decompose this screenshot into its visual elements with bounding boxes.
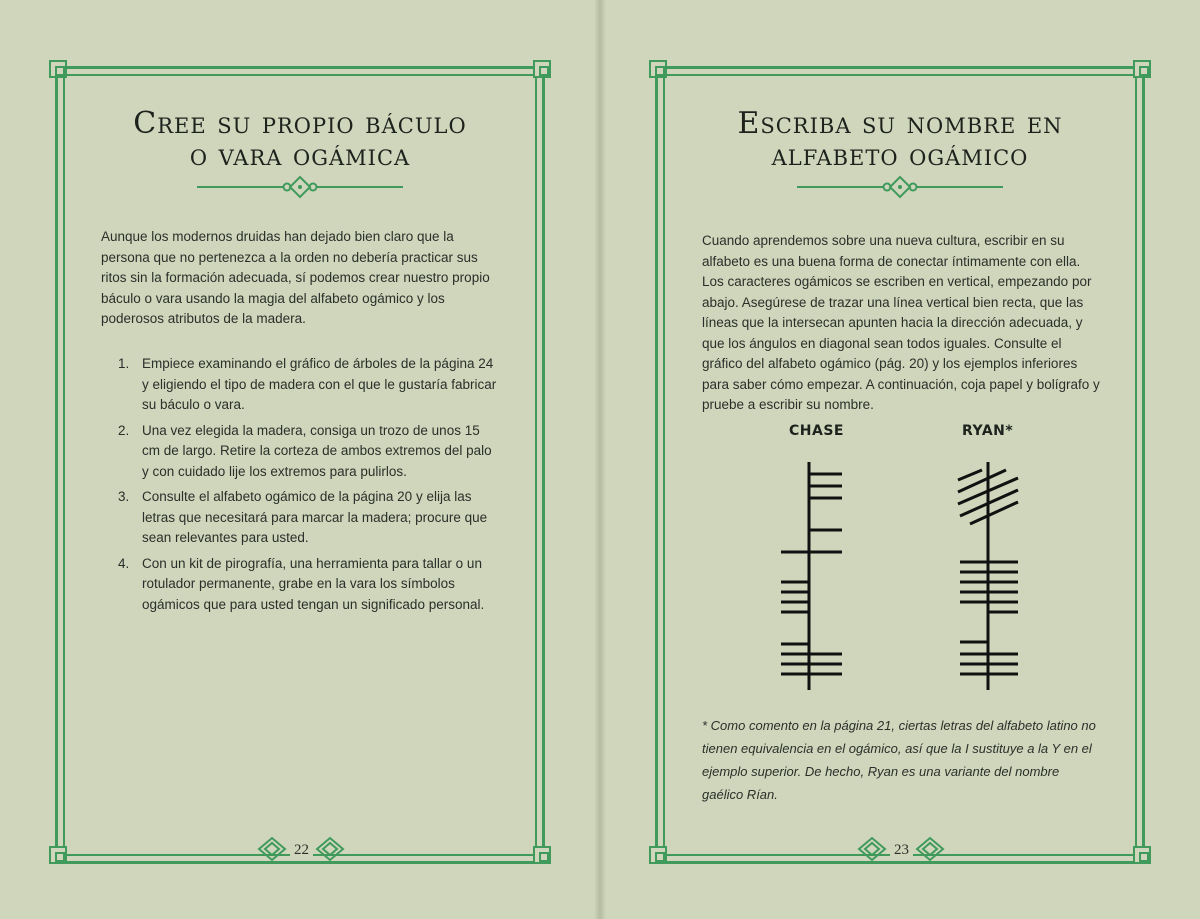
title-line: o vara ogámica [189,138,411,173]
corner-knot-icon [1133,60,1151,78]
celtic-knot-icon [313,832,347,866]
right-page [600,0,1200,919]
step-number: 4. [118,555,130,571]
celtic-divider-icon [197,175,403,199]
page-title [680,108,1120,172]
title-line: alfabeto ogámico [771,138,1029,173]
example-label-ryan: RYAN* [962,423,1014,439]
page-number: 23 [890,842,913,859]
list-item [118,354,498,416]
list-item [118,554,498,616]
step-text: Empiece examinando el gráfico de árboles de la página 24 y eligiendo el tipo de madera con el que le gustaría fabricar su báculo o vara. [142,356,497,412]
list-item [118,487,498,549]
step-number: 2. [118,422,130,438]
corner-knot-icon [49,846,67,864]
step-text: Consulte el alfabeto ogámico de la página 20 y elija las letras que necesitará para marcar la madera; procure que sean relevantes para usted. [142,489,488,545]
list-item [118,421,498,483]
celtic-knot-icon [255,832,289,866]
page-number: 22 [290,842,313,859]
corner-knot-icon [533,846,551,864]
corner-knot-icon [1133,846,1151,864]
footnote: * Como comento en la página 21, ciertas letras del alfabeto latino no tienen equivalencia en el ogámico, así que la I sustituye a la Y en el ejemplo superior. De hecho, Ryan es una variante del nombre gaélico Rían. [702,718,1096,802]
ogham-ryan-illustration [948,462,1044,692]
title-line: Cree su propio báculo [133,106,467,141]
title-line: Escriba su nombre en [737,106,1063,141]
corner-knot-icon [649,60,667,78]
book-spine [594,0,606,919]
ogham-chase-illustration [776,462,872,692]
celtic-knot-icon [913,832,947,866]
example-label-chase: CHASE [789,423,844,439]
step-text: Con un kit de pirografía, una herramienta para tallar o un rotulador permanente, grabe en la vara los símbolos ogámicos que para usted tengan un significado personal. [142,555,485,612]
corner-knot-icon [649,846,667,864]
step-number: 1. [118,356,130,371]
page-title [80,108,520,172]
body-paragraph: Cuando aprendemos sobre una nueva cultura, escribir en su alfabeto es una buena forma de conectar íntimamente con ella. Los caracteres ogámicos se escriben en vertical, empezando por abajo. Asegúrese de trazar una línea vertical bien recta, que las líneas que la intersecan apunten hacia la dirección adecuada, y que los ángulos en diagonal sean todos iguales. Consulte el gráfico del alfabeto ogámico (pág. 20) y los ejemplos inferiores para saber cómo empezar. A continuación, coja papel y bolígrafo y pruebe a escribir su nombre. [702,233,1100,412]
celtic-knot-icon [855,832,889,866]
step-text: Una vez elegida la madera, consiga un trozo de unos 15 cm de largo. Retire la corteza de ambos extremos del palo y con cuidado lije los extremos para pulirlos. [142,422,492,479]
step-number: 3. [118,489,130,504]
steps-list [118,354,498,620]
corner-knot-icon [49,60,67,78]
intro-paragraph: Aunque los modernos druidas han dejado bien claro que la persona que no pertenezca a la orden no debería practicar sus ritos sin la formación adecuada, sí podemos crear nuestro propio báculo o vara usando la magia del alfabeto ogámico y los poderosos atributos de la madera. [101,229,490,326]
corner-knot-icon [533,60,551,78]
celtic-divider-icon [797,175,1003,199]
